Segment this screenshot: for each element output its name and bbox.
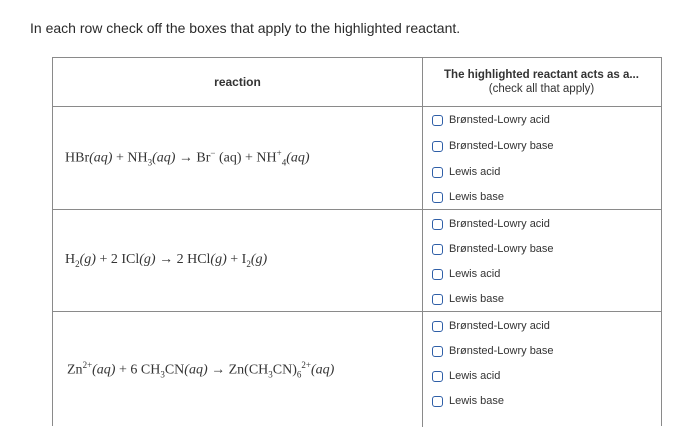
highlighted-reactant: HBr [65, 150, 90, 166]
option-label: Lewis base [449, 191, 505, 203]
state-label: (aq) [89, 150, 113, 166]
option-label: Brønsted-Lowry acid [449, 218, 550, 230]
option-label: Brønsted-Lowry acid [449, 320, 550, 332]
checkbox[interactable] [432, 115, 443, 126]
checkbox[interactable] [432, 294, 443, 305]
option-label: Lewis acid [449, 370, 501, 382]
highlighted-reactant: H [65, 252, 76, 268]
reaction-equation [65, 148, 310, 167]
option-bronsted-acid[interactable] [432, 110, 550, 130]
superscript: 2+ [82, 359, 93, 370]
checkbox[interactable] [432, 346, 443, 357]
reaction-cell [53, 210, 423, 311]
column-header-reaction: reaction [53, 58, 423, 106]
equation-text: + 2 [95, 252, 122, 268]
option-bronsted-acid[interactable] [432, 316, 550, 336]
option-label: Brønsted-Lowry base [449, 243, 554, 255]
equation-text: CH [140, 362, 161, 378]
option-bronsted-base[interactable] [432, 239, 554, 259]
checkbox[interactable] [432, 167, 443, 178]
checkbox[interactable] [432, 244, 443, 255]
option-lewis-base[interactable] [432, 391, 504, 411]
subscript: 3 [268, 369, 273, 380]
option-label: Lewis base [449, 293, 505, 305]
state-label: (g) [250, 252, 268, 268]
checkbox[interactable] [432, 321, 443, 332]
equation-text: + I [226, 252, 247, 268]
column-header-role-title: The highlighted reactant acts as a... [444, 69, 639, 81]
superscript: − [210, 147, 216, 158]
option-lewis-acid[interactable] [432, 366, 500, 386]
equation-text: CN [164, 362, 185, 378]
option-label: Lewis base [449, 395, 505, 407]
state-label: (g) [210, 252, 227, 268]
equation-text: NH [127, 150, 148, 166]
checkbox[interactable] [432, 371, 443, 382]
reaction-cell [53, 312, 423, 427]
option-lewis-acid[interactable] [432, 162, 500, 182]
equation-text: CN) [272, 362, 297, 378]
superscript: 2+ [301, 359, 311, 370]
highlighted-reactant: Zn [67, 362, 83, 378]
subscript: 3 [147, 157, 153, 168]
checkbox[interactable] [432, 269, 443, 280]
state-label: (g) [139, 252, 156, 268]
state-label: (g) [79, 252, 96, 268]
option-label: Brønsted-Lowry base [449, 140, 554, 152]
option-label: Brønsted-Lowry base [449, 345, 554, 357]
table-header [53, 58, 661, 107]
reaction-row-3 [53, 312, 661, 427]
checkbox[interactable] [432, 141, 443, 152]
options-cell [422, 210, 661, 311]
subscript: 3 [160, 369, 165, 380]
column-header-role-hint: (check all that apply) [488, 83, 595, 95]
state-label: (aq) [92, 362, 116, 378]
subscript: 2 [75, 258, 80, 269]
option-lewis-base[interactable] [432, 187, 504, 207]
options-cell [422, 106, 661, 209]
subscript: 6 [296, 369, 302, 380]
options-cell [422, 312, 661, 427]
column-header-role [422, 58, 661, 106]
checkbox[interactable] [432, 219, 443, 230]
reaction-table [52, 57, 662, 426]
reaction-row-2 [53, 210, 661, 312]
equation-text: → 2 HCl [155, 252, 211, 268]
option-label: Lewis acid [449, 166, 501, 178]
equation-text: → Br [175, 150, 211, 166]
instruction-text: In each row check off the boxes that apply to the highlighted reactant. [30, 20, 461, 36]
reaction-equation [67, 360, 334, 379]
reaction-cell [53, 106, 423, 209]
equation-text: + [112, 150, 128, 166]
equation-text: (aq) + NH [215, 150, 277, 166]
equation-text: + 6 [115, 362, 141, 378]
option-label: Lewis acid [449, 268, 501, 280]
state-label: (aq) [286, 150, 310, 166]
checkbox[interactable] [432, 192, 443, 203]
option-lewis-acid[interactable] [432, 264, 500, 284]
state-label: (aq) [184, 362, 208, 378]
option-bronsted-base[interactable] [432, 136, 554, 156]
option-lewis-base[interactable] [432, 289, 504, 309]
reaction-equation [65, 252, 267, 269]
option-label: Brønsted-Lowry acid [449, 114, 550, 126]
option-bronsted-acid[interactable] [432, 214, 550, 234]
state-label: (aq) [310, 362, 335, 378]
subscript: 2 [246, 258, 251, 269]
equation-text: → Zn(CH [207, 362, 269, 378]
option-bronsted-base[interactable] [432, 341, 554, 361]
subscript: 4 [281, 157, 287, 168]
reaction-row-1 [53, 106, 661, 210]
state-label: (aq) [152, 150, 176, 166]
checkbox[interactable] [432, 396, 443, 407]
superscript: + [276, 147, 282, 158]
equation-text: ICl [121, 252, 140, 268]
